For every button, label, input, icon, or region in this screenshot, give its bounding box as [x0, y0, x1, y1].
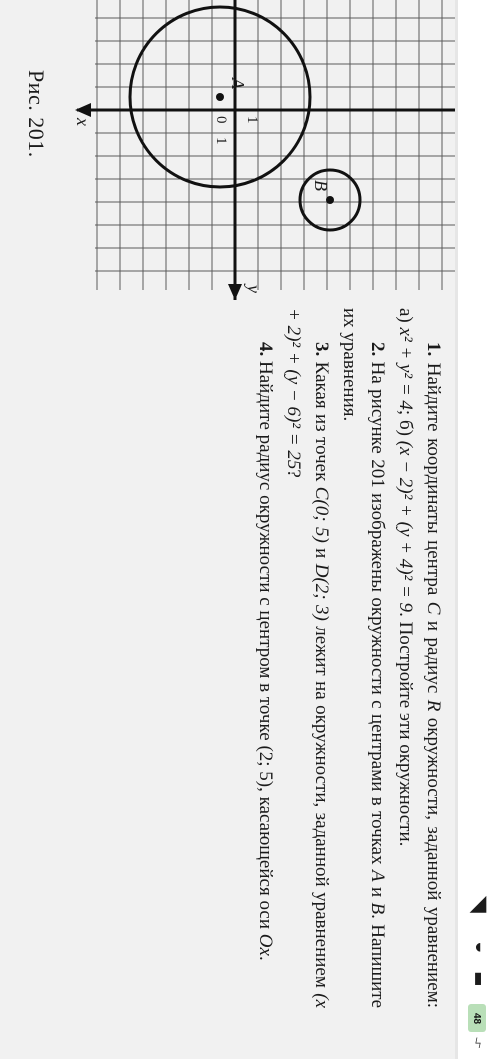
problem-list	[251, 308, 447, 1008]
equation-a: x² + y² = 4	[395, 327, 416, 410]
problem-text: окружности, заданной уравнением: а)	[395, 308, 444, 1009]
problem-text: Найдите радиус окружности с центром в точке	[255, 361, 276, 746]
problem-text: Какая из точек	[311, 361, 332, 487]
point-b	[326, 196, 334, 204]
status-bar	[458, 0, 500, 1059]
var-c: C	[423, 601, 444, 615]
figure-caption: Рис. 201.	[24, 70, 49, 158]
var-a: A	[367, 869, 388, 882]
problem-text: и радиус	[423, 614, 444, 700]
origin-label: 0	[213, 116, 229, 124]
point-d: D(2; 3)	[311, 563, 332, 621]
axis-y-label: y	[244, 285, 264, 293]
y-axis-arrow	[228, 284, 242, 300]
axis-x-label: x	[73, 118, 93, 126]
battery-level-badge	[468, 1004, 486, 1032]
point-a	[216, 93, 224, 101]
problem-text: . Постройте эти окружности.	[395, 612, 416, 847]
problem-4	[251, 308, 279, 1008]
problem-text: , касающейся оси	[255, 787, 276, 934]
problem-number: 4.	[255, 342, 276, 357]
tick-label-x: 1	[213, 137, 229, 145]
var-b: B	[367, 902, 388, 915]
battery-outline-icon: ▮	[473, 970, 483, 987]
battery-level-text: 48	[471, 1012, 483, 1024]
problem-text: лежит на окружности, заданной уравнением	[311, 620, 332, 994]
problem-text: ; б)	[395, 409, 416, 441]
problem-2	[335, 308, 391, 1008]
point: (2; 5)	[255, 745, 276, 788]
problem-number: 2.	[367, 342, 388, 357]
tick-label-y: 1	[244, 116, 260, 124]
problem-text: На рисунке 201 изображены окружности с центрами в точках	[367, 361, 388, 870]
wifi-icon: ◖	[471, 936, 485, 958]
axis-name: Ox	[255, 933, 276, 956]
problem-text: . Напишите их уравнения.	[339, 308, 388, 1009]
equation-b: (x − 2)² + (y + 4)² = 9	[395, 440, 416, 613]
point-a-label: A	[228, 78, 248, 89]
charging-icon: ϟ	[474, 1036, 482, 1052]
signal-icon: ◢	[469, 890, 487, 915]
problem-text: .	[255, 955, 276, 961]
problem-text: ?	[283, 469, 304, 478]
problem-text: и	[367, 881, 388, 903]
point-b-label: B	[311, 180, 331, 191]
x-axis-arrow	[75, 103, 91, 117]
problem-3	[279, 308, 335, 1008]
problem-text: Найдите координаты центра	[423, 362, 444, 602]
problem-text: и	[311, 542, 332, 564]
problem-number: 3.	[311, 342, 332, 357]
problem-number: 1.	[423, 342, 444, 357]
var-r: R	[423, 699, 444, 712]
figure-201	[55, 0, 455, 300]
equation: (x + 2)² + (y − 6)² = 25	[283, 308, 332, 1009]
point-c: C(0; 5)	[311, 486, 332, 543]
problem-1	[391, 308, 447, 1008]
